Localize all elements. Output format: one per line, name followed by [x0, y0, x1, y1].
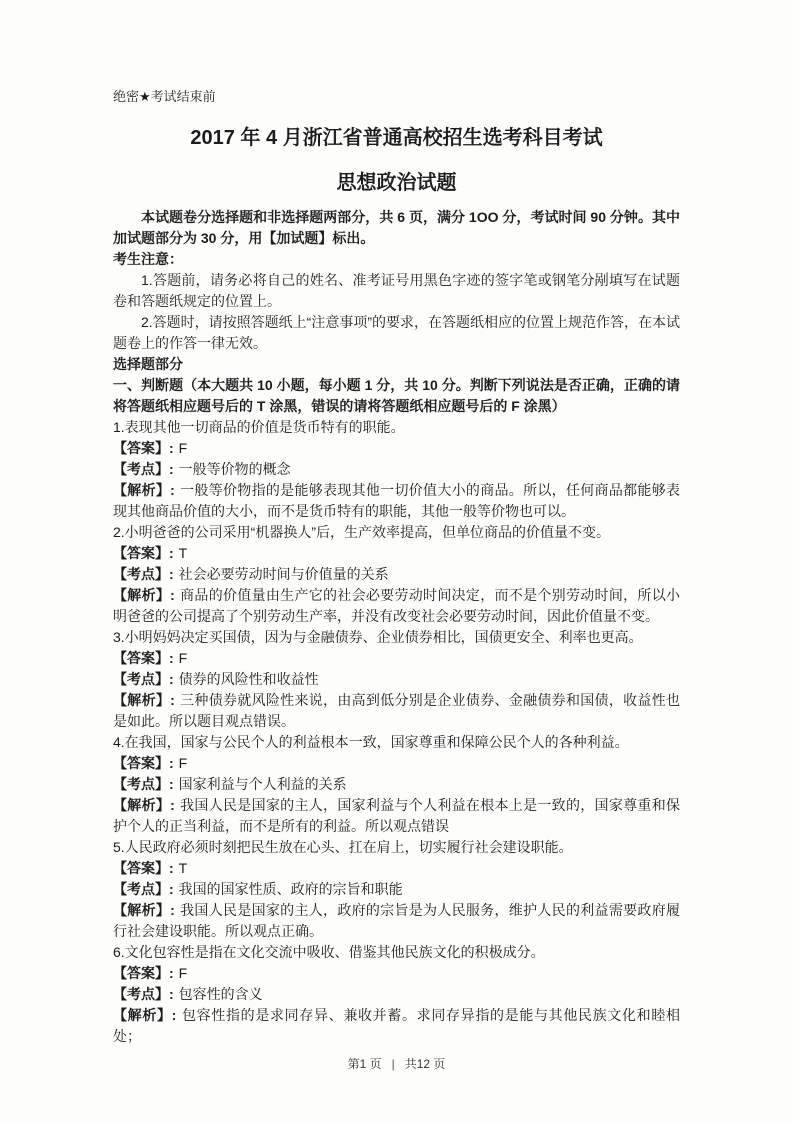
point-line	[113, 774, 680, 795]
answer-value: F	[178, 965, 188, 981]
analysis-value: 商品的价值量由生产它的社会必要劳动时间决定，而不是个别劳动时间，所以小明爸爸的公司提高了个别劳动生产率，并没有改变社会必要劳动时间，因此价值量不变。	[113, 587, 680, 624]
page-subtitle: 思想政治试题	[336, 172, 457, 194]
analysis-value: 包容性指的是求同存异、兼收并蓄。求同存异指的是能与其他民族文化和睦相处；	[113, 1007, 680, 1044]
analysis-line	[113, 585, 680, 627]
analysis-line	[113, 1005, 680, 1047]
notice-item-1: 1.答题前，请务必将自己的姓名、准考证号用黑色字迹的签字笔或钢笔分剐填写在试题卷和答题纸规定的位置上。	[113, 272, 680, 309]
question-stem: 3.小明妈妈决定买国债，因为与金融债券、企业债券相比，国债更安全、利率也更高。	[113, 629, 643, 645]
section-heading: 选择题部分	[113, 356, 183, 372]
footer-page-number: 第1 页	[347, 1057, 382, 1071]
classification-label: 绝密★考试结束前	[113, 89, 216, 104]
question-3	[113, 627, 680, 732]
answer-line	[113, 543, 680, 564]
point-label: 【考点】:	[113, 671, 174, 687]
analysis-value: 我国人民是国家的主人，国家利益与个人利益在根本上是一致的，国家尊重和保护个人的正当利益，而不是所有的利益。所以观点错误	[113, 797, 680, 834]
answer-value: T	[178, 860, 188, 876]
page-title: 2017 年 4 月浙江省普通高校招生选考科目考试	[190, 127, 603, 149]
point-line	[113, 879, 680, 900]
question-2	[113, 522, 680, 627]
point-value: 国家利益与个人利益的关系	[178, 776, 347, 792]
point-label: 【考点】:	[113, 776, 174, 792]
answer-label: 【答案】:	[113, 545, 174, 561]
exam-intro: 本试题卷分选择题和非选择题两部分，共 6 页，满分 1OO 分，考试时间 90 分钟。其中加试题部分为 30 分，用【加试题】标出。	[113, 209, 680, 246]
question-stem: 6.文化包容性是指在文化交流中吸收、借鉴其他民族文化的积极成分。	[113, 944, 545, 960]
answer-line	[113, 648, 680, 669]
part-heading: 一、判断题（本大题共 10 小题，每小题 1 分，共 10 分。判断下列说法是否正确，正确的请将答题纸相应题号后的 T 涂黑，错误的请将答题纸相应题号后的 F 涂黑）	[113, 377, 680, 414]
analysis-line	[113, 900, 680, 942]
answer-label: 【答案】:	[113, 755, 174, 771]
answer-line	[113, 963, 680, 984]
point-value: 债券的风险性和收益性	[178, 671, 319, 687]
analysis-label: 【解析】:	[113, 902, 175, 918]
answer-value: T	[178, 545, 188, 561]
footer-separator: |	[391, 1057, 395, 1071]
point-value: 一般等价物的概念	[178, 461, 291, 477]
point-line	[113, 669, 680, 690]
point-value: 社会必要劳动时间与价值量的关系	[178, 566, 389, 582]
question-1	[113, 417, 680, 522]
footer-total-pages: 共12 页	[404, 1057, 446, 1071]
answer-value: F	[178, 650, 188, 666]
answer-line	[113, 753, 680, 774]
question-6	[113, 942, 680, 1047]
point-line	[113, 459, 680, 480]
point-label: 【考点】:	[113, 566, 174, 582]
analysis-label: 【解析】:	[113, 482, 175, 498]
analysis-value: 三种债券就风险性来说，由高到低分别是企业债券、金融债券和国债，收益性也是如此。所以题目观点错误。	[113, 692, 680, 729]
answer-label: 【答案】:	[113, 650, 174, 666]
answer-label: 【答案】:	[113, 440, 174, 456]
notice-heading: 考生注意：	[113, 251, 183, 267]
question-stem: 1.表现其他一切商品的价值是货币特有的职能。	[113, 419, 405, 435]
answer-label: 【答案】:	[113, 860, 174, 876]
analysis-line	[113, 795, 680, 837]
analysis-value: 我国人民是国家的主人，政府的宗旨是为人民服务，维护人民的利益需要政府履行社会建设职能。所以观点正确。	[113, 902, 680, 939]
question-4	[113, 732, 680, 837]
analysis-value: 一般等价物指的是能够表现其他一切价值大小的商品。所以，任何商品都能够表现其他商品价值的大小，而不是货币特有的职能，其他一般等价物也可以。	[113, 482, 680, 519]
question-5	[113, 837, 680, 942]
answer-value: F	[178, 440, 188, 456]
point-label: 【考点】:	[113, 986, 174, 1002]
analysis-label: 【解析】:	[113, 1007, 177, 1023]
answer-line	[113, 858, 680, 879]
analysis-label: 【解析】:	[113, 797, 175, 813]
answer-value: F	[178, 755, 188, 771]
analysis-label: 【解析】:	[113, 692, 175, 708]
page-footer	[0, 1055, 793, 1072]
point-line	[113, 564, 680, 585]
notice-item-2: 2.答题时，请按照答题纸上“注意事项”的要求，在答题纸相应的位置上规范作答，在本试题卷上的作答一律无效。	[113, 314, 680, 351]
question-stem: 2.小明爸爸的公司采用“机器换人”后，生产效率提高，但单位商品的价值量不变。	[113, 524, 610, 540]
point-label: 【考点】:	[113, 881, 174, 897]
answer-label: 【答案】:	[113, 965, 174, 981]
analysis-line	[113, 690, 680, 732]
analysis-label: 【解析】:	[113, 587, 175, 603]
question-stem: 5.人民政府必须时刻把民生放在心头、扛在肩上，切实履行社会建设职能。	[113, 839, 573, 855]
point-line	[113, 984, 680, 1005]
point-label: 【考点】:	[113, 461, 174, 477]
question-stem: 4.在我国，国家与公民个人的利益根本一致，国家尊重和保障公民个人的各种利益。	[113, 734, 629, 750]
point-value: 包容性的含义	[178, 986, 263, 1002]
analysis-line	[113, 480, 680, 522]
point-value: 我国的国家性质、政府的宗旨和职能	[178, 881, 403, 897]
answer-line	[113, 438, 680, 459]
